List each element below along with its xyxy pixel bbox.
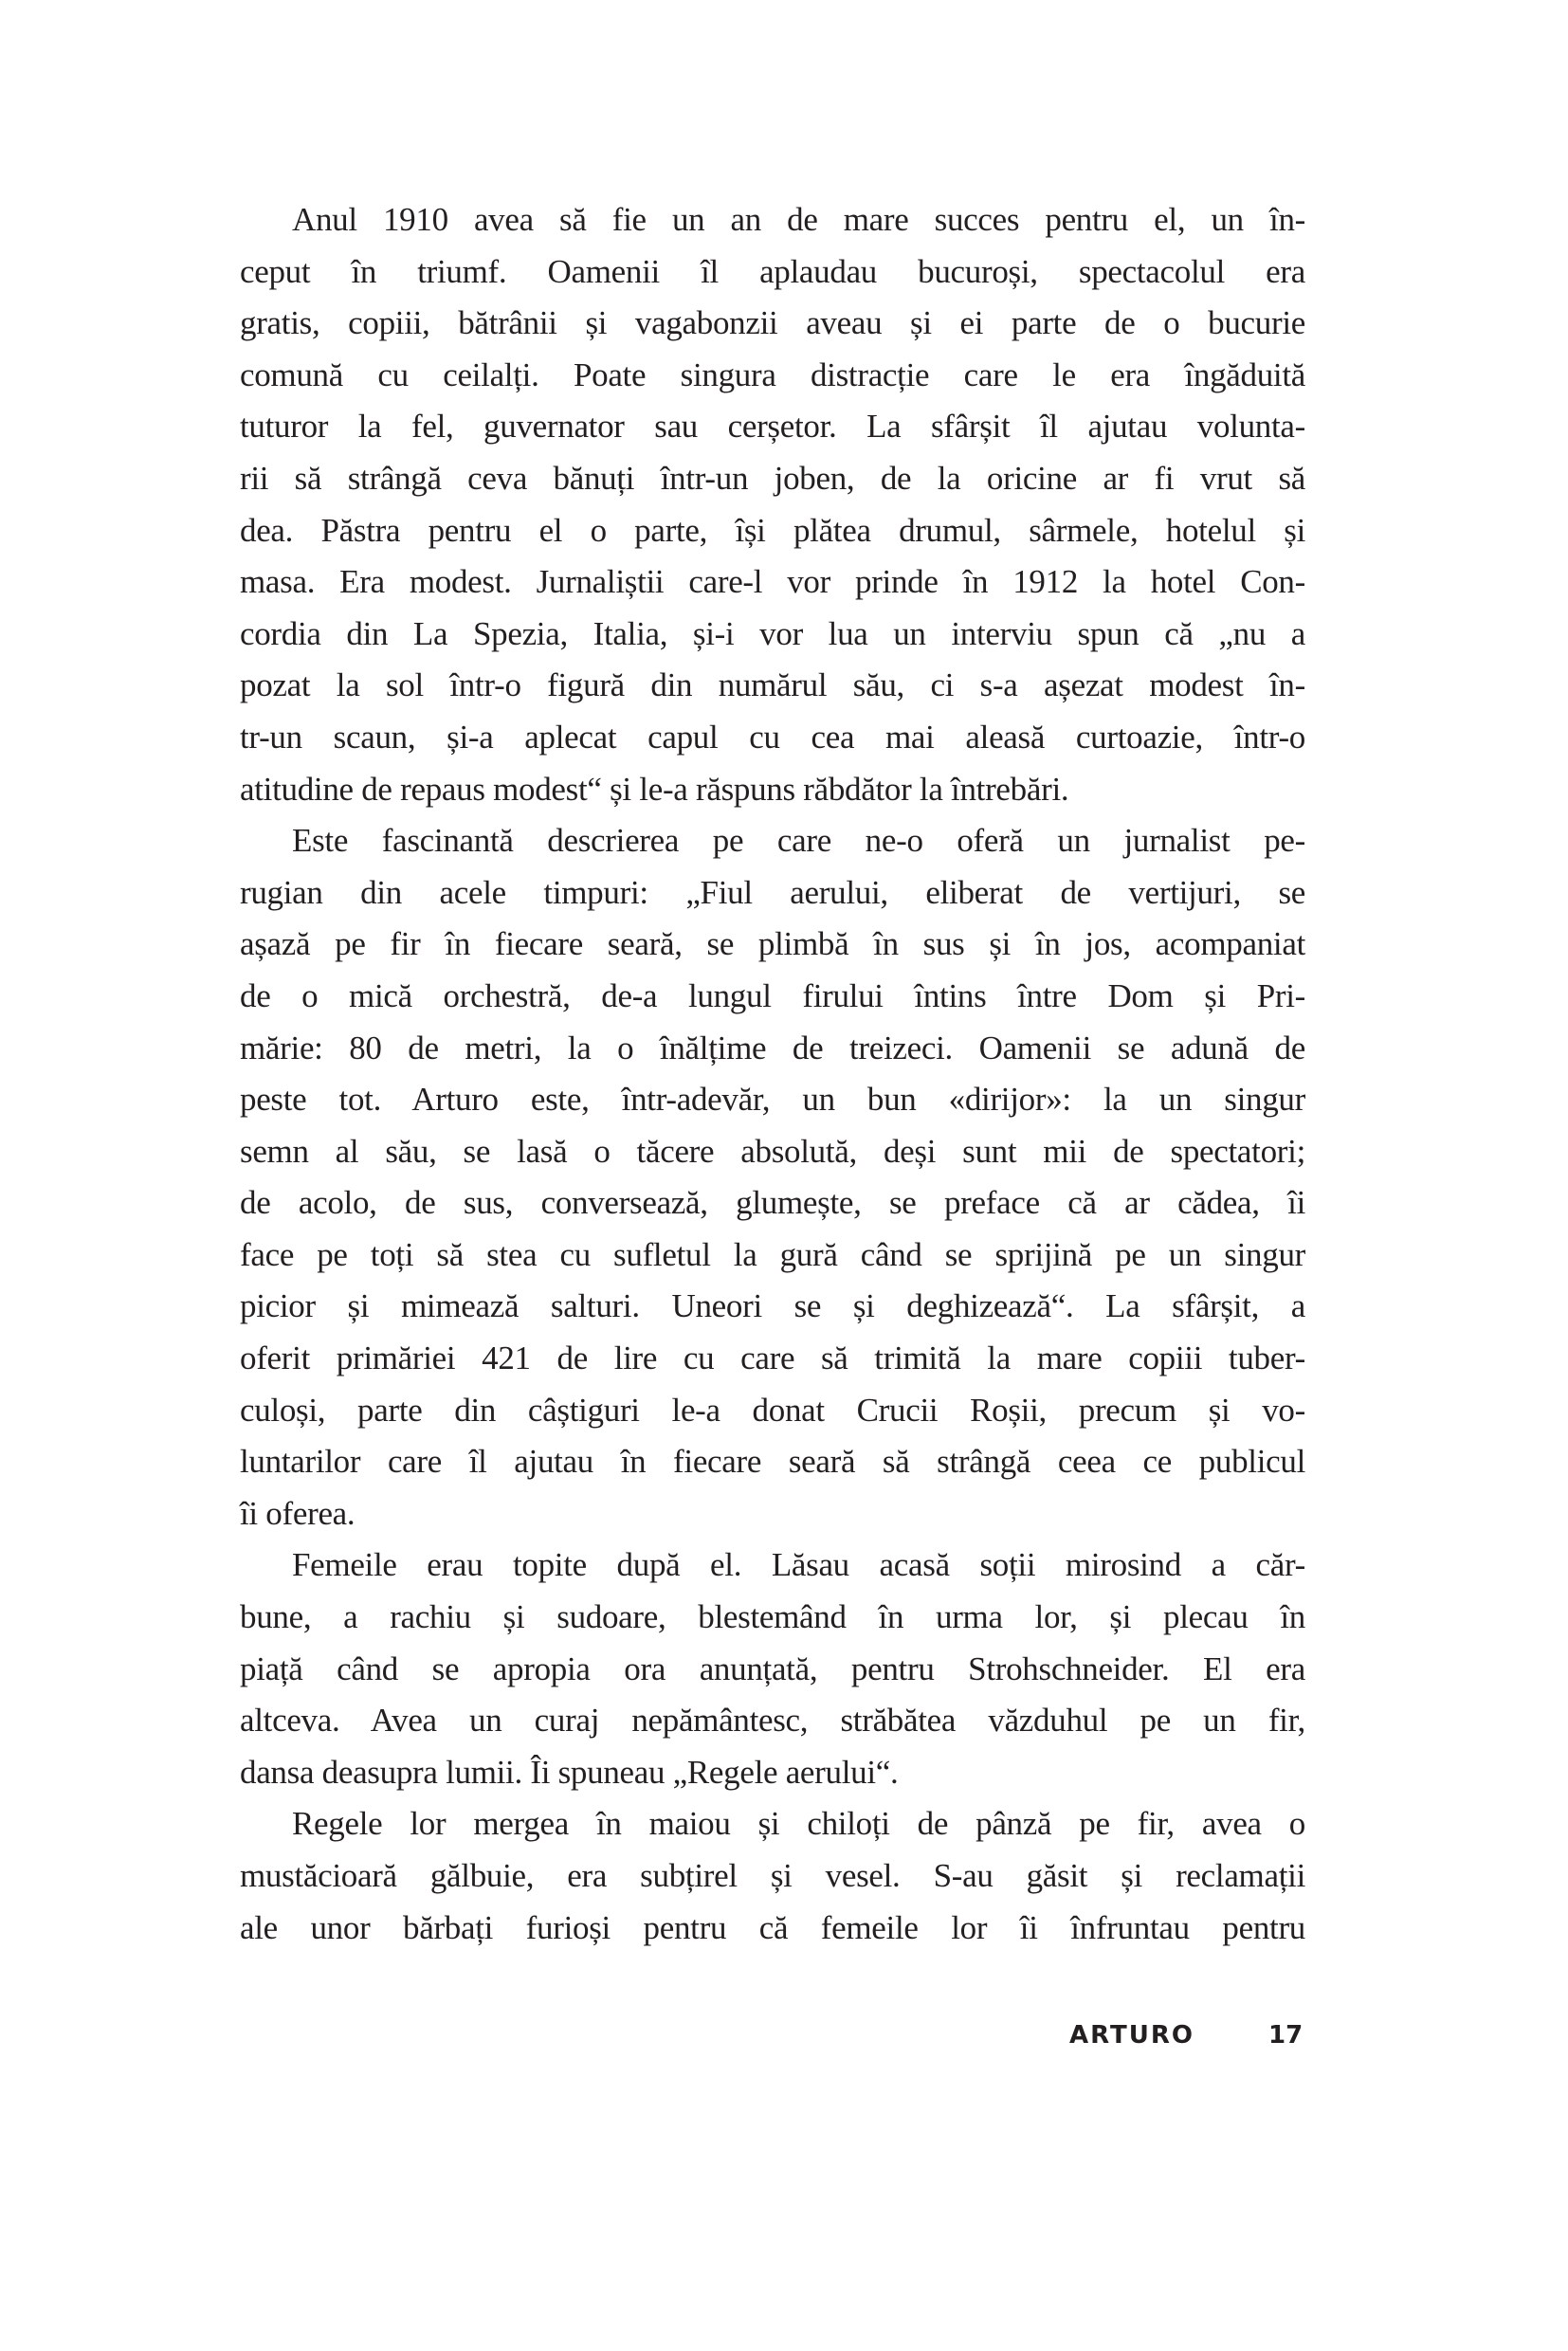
text-line: de acolo, de sus, conversează, glumește, se preface că ar cădea, îi — [240, 1184, 1305, 1222]
text-line: semn al său, se lasă o tăcere absolută, deși sunt mii de spectatori; — [240, 1132, 1305, 1170]
text-line: mustăcioară gălbuie, era subțirel și vesel. S-au găsit și reclamații — [240, 1857, 1305, 1894]
text-line: Este fascinantă descrierea pe care ne-o oferă un jurnalist pe- — [292, 822, 1305, 860]
text-line: îi oferea. — [240, 1494, 356, 1532]
text-line: peste tot. Arturo este, într-adevăr, un bun «dirijor»: la un singur — [240, 1081, 1305, 1119]
text-line: Anul 1910 avea să fie un an de mare succes pentru el, un în- — [292, 201, 1305, 238]
text-line: luntarilor care îl ajutau în fiecare seară să strângă ceea ce publicul — [240, 1443, 1305, 1481]
paragraph — [240, 1798, 1305, 1954]
body-text — [240, 194, 1305, 1954]
paragraph — [240, 194, 1305, 815]
text-line: picior și mimează salturi. Uneori se și deghizează“. La sfârșit, a — [240, 1287, 1305, 1325]
text-line: masa. Era modest. Jurnaliștii care-l vor prinde în 1912 la hotel Con- — [240, 563, 1305, 601]
text-line: rugian din acele timpuri: „Fiul aerului, eliberat de vertijuri, se — [240, 873, 1305, 911]
text-line: tuturor la fel, guvernator sau cerșetor. La sfârșit îl ajutau volunta- — [240, 408, 1305, 446]
text-line: așază pe fir în fiecare seară, se plimbă în sus și în jos, acompaniat — [240, 925, 1305, 963]
text-line: face pe toți să stea cu sufletul la gură când se sprijină pe un singur — [240, 1235, 1305, 1273]
text-line: comună cu ceilalți. Poate singura distracție care le era îngăduită — [240, 355, 1305, 393]
text-line: pozat la sol într-o figură din numărul său, ci s-a așezat modest în- — [240, 666, 1305, 704]
text-line: culoși, parte din câștiguri le-a donat Crucii Roșii, precum și vo- — [240, 1391, 1305, 1429]
text-line: atitudine de repaus modest“ și le-a răspuns răbdător la întrebări. — [240, 770, 1069, 808]
running-title: ARTURO — [1069, 2021, 1194, 2050]
text-line: ale unor bărbați furioși pentru că femeile lor îi înfruntau pentru — [240, 1908, 1305, 1946]
text-line: dansa deasupra lumii. Îi spuneau „Regele aerului“. — [240, 1753, 899, 1791]
text-line: rii să strângă ceva bănuți într-un joben, de la oricine ar fi vrut să — [240, 459, 1305, 497]
text-line: dea. Păstra pentru el o parte, își plătea drumul, sârmele, hotelul și — [240, 511, 1305, 549]
paragraph — [240, 815, 1305, 1540]
text-line: mărie: 80 de metri, la o înălțime de treizeci. Oamenii se adună de — [240, 1029, 1305, 1066]
text-line: piață când se apropia ora anunțată, pentru Strohschneider. El era — [240, 1649, 1305, 1687]
text-line: ceput în triumf. Oamenii îl aplaudau bucuroși, spectacolul era — [240, 252, 1305, 290]
text-line: bune, a rachiu și sudoare, blestemând în urma lor, și plecau în — [240, 1598, 1305, 1636]
text-line: Regele lor mergea în maiou și chiloți de pânză pe fir, avea o — [292, 1805, 1305, 1843]
text-line: oferit primăriei 421 de lire cu care să trimită la mare copiii tuber- — [240, 1340, 1305, 1377]
page-number: 17 — [1268, 2021, 1304, 2050]
text-line: de o mică orchestră, de-a lungul firului întins între Dom și Pri- — [240, 976, 1305, 1014]
text-line: Femeile erau topite după el. Lăsau acasă soții mirosind a căr- — [292, 1546, 1305, 1584]
text-line: altceva. Avea un curaj nepământesc, străbătea văzduhul pe un fir, — [240, 1702, 1305, 1740]
paragraph — [240, 1540, 1305, 1798]
text-line: gratis, copiii, bătrânii și vagabonzii aveau și ei parte de o bucurie — [240, 304, 1305, 342]
text-line: tr-un scaun, și-a aplecat capul cu cea mai aleasă curtoazie, într-o — [240, 718, 1305, 756]
text-line: cordia din La Spezia, Italia, și-i vor lua un interviu spun că „nu a — [240, 614, 1305, 652]
